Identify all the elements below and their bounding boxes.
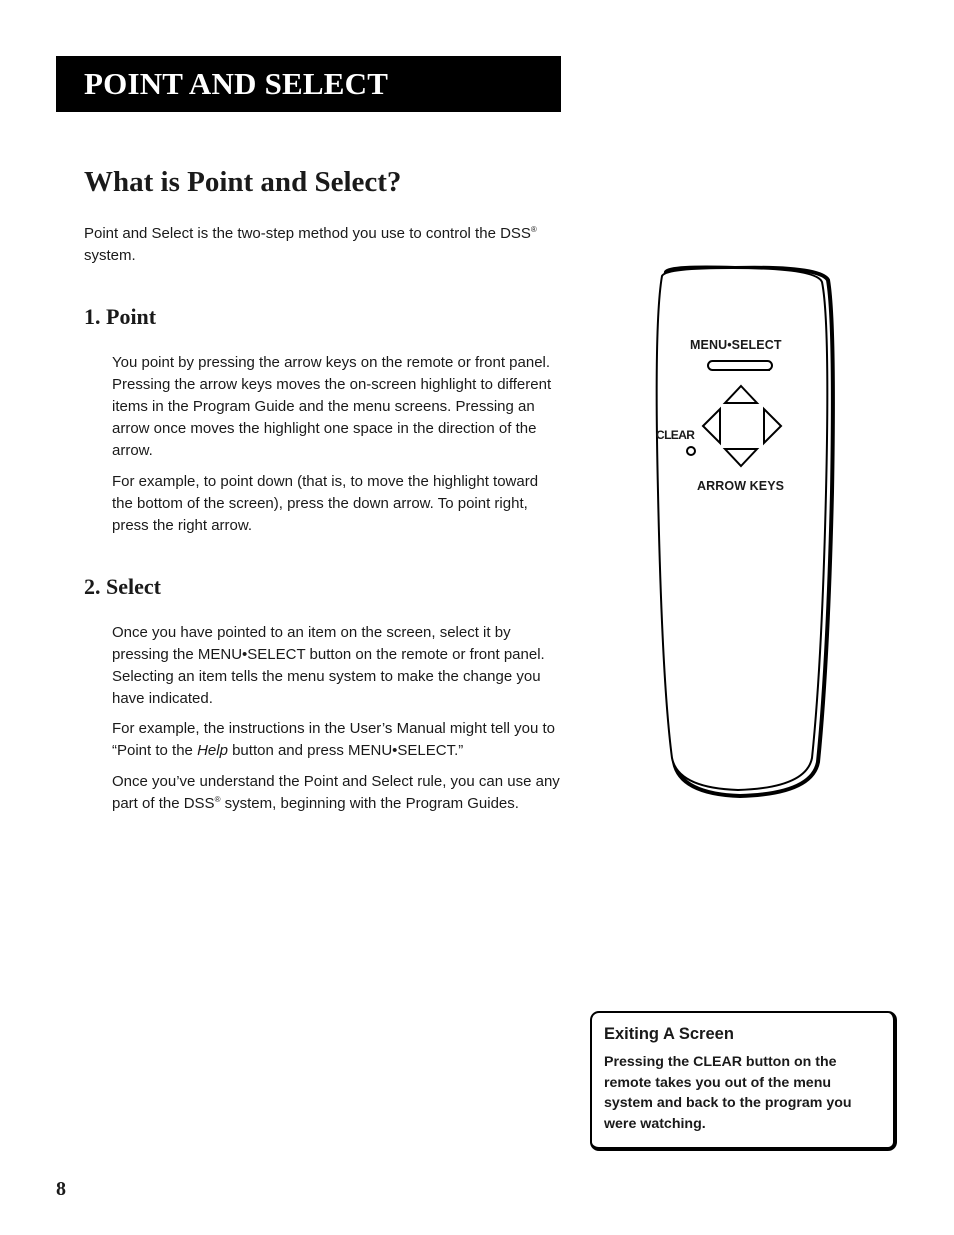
- clear-button[interactable]: [685, 445, 699, 459]
- select-heading: 2. Select: [84, 574, 161, 599]
- point-paragraph-2: For example, to point down (that is, to move the highlight toward the bottom of the screen), press the down arrow. To point right, press the right arrow.: [112, 473, 539, 534]
- select-paragraph-2: For example, the instructions in the User’s Manual might tell you to “Point to the Help button and press MENU•SELECT.”: [112, 720, 555, 759]
- point-paragraph-1: You point by pressing the arrow keys on the remote or front panel. Pressing the arrow keys moves the on-screen highlight to different items in the Program Guide and the menu screens. Pressing an arrow once moves the highlight one space in the direction of the arrow.: [112, 354, 552, 459]
- page-title: What is Point and Select?: [84, 166, 402, 198]
- section-header: POINT AND SELECT: [56, 56, 561, 112]
- registered-mark: ®: [214, 795, 221, 804]
- select-paragraph-3: Once you’ve understand the Point and Select rule, you can use any part of the DSS® system, beginning with the Program Guides.: [112, 773, 560, 812]
- callout-body: Pressing the CLEAR button on the remote takes you out of the menu system and back to the program you were watching.: [604, 1054, 852, 1132]
- intro-paragraph: Point and Select is the two-step method you use to control the DSS® system.: [84, 225, 537, 264]
- remote-control-illustration: [640, 262, 840, 802]
- callout-title: Exiting A Screen: [604, 1025, 734, 1043]
- arrow-keys-label: ARROW KEYS: [697, 479, 785, 493]
- menu-select-label: MENU•SELECT: [690, 338, 782, 352]
- exiting-screen-callout: [590, 1011, 897, 1151]
- page-number: 8: [56, 1178, 66, 1200]
- arrow-down-icon[interactable]: [722, 446, 760, 468]
- registered-mark: ®: [530, 225, 537, 234]
- point-heading: 1. Point: [84, 304, 157, 329]
- menu-select-button[interactable]: [706, 359, 776, 373]
- arrow-up-icon[interactable]: [722, 384, 760, 406]
- select-paragraph-1: Once you have pointed to an item on the screen, select it by pressing the MENU•SELECT button on the remote or front panel. Selecting an item tells the menu system to make the change you have indicated.: [112, 624, 545, 707]
- arrow-right-icon[interactable]: [761, 406, 785, 446]
- arrow-left-icon[interactable]: [700, 406, 724, 446]
- clear-label: CLEAR: [656, 428, 695, 442]
